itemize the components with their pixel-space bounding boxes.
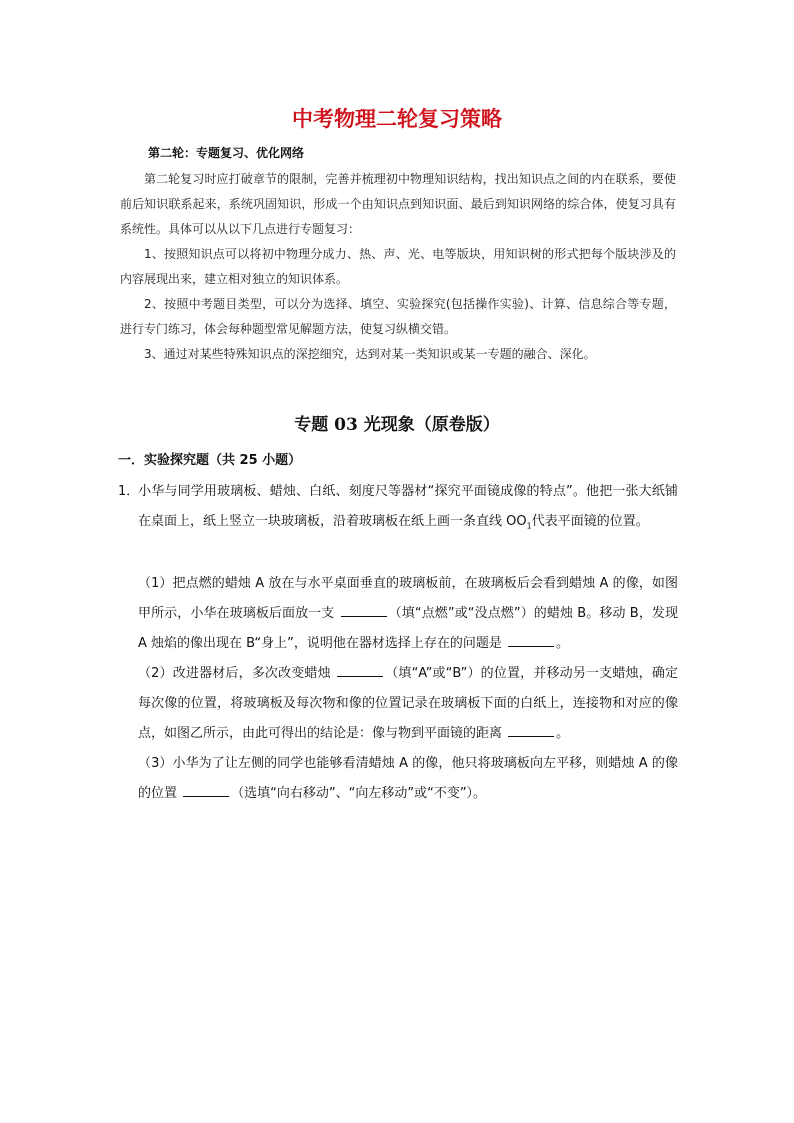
question-stem-text: 小华与同学用玻璃板、蜡烛、白纸、刻度尺等器材“探究平面镜成像的特点”。他把一张大纸铺在桌面上，纸上竖立一块玻璃板，沿着玻璃板在纸上画一条直线 OO bbox=[138, 484, 678, 529]
strategy-paragraph: 第二轮复习时应打破章节的限制，完善并梳理初中物理知识结构，找出知识点之间的内在联系，要使前后知识联系起来，系统巩固知识，形成一个由知识点到知识面、最后到知识网络的综合体，使复习具有系统性。具体可以从以下几点进行专题复习： bbox=[120, 172, 676, 236]
section-heading: 一．实验探究题（共 25 小题） bbox=[118, 453, 302, 468]
strategy-paragraphs bbox=[120, 167, 676, 367]
topic-title: 专题 03 光现象（原卷版） bbox=[294, 415, 500, 435]
question-stem bbox=[118, 477, 678, 542]
document-title: 中考物理二轮复习策略 bbox=[292, 107, 502, 131]
question-number: 1． bbox=[118, 484, 140, 499]
answer-blank[interactable] bbox=[341, 604, 387, 617]
question-1 bbox=[118, 477, 678, 809]
sub-questions bbox=[118, 569, 678, 809]
subscript-1: 1 bbox=[526, 521, 532, 531]
answer-blank[interactable] bbox=[337, 664, 383, 677]
question-stem-text-end: 代表平面镜的位置。 bbox=[531, 514, 649, 529]
review-stage-subheading: 第二轮：专题复习、优化网络 bbox=[148, 146, 305, 160]
answer-blank[interactable] bbox=[508, 634, 554, 647]
answer-blank[interactable] bbox=[508, 724, 554, 737]
answer-blank[interactable] bbox=[183, 784, 229, 797]
sub-question-3: （3）小华为了让左侧的同学也能够看清蜡烛 A 的像，他只将玻璃板向左平移，则蜡烛 A 的像的位置 （选填“向右移动”、“向左移动”或“不变”）。 bbox=[138, 755, 678, 801]
strategy-paragraph: 3、通过对某些特殊知识点的深挖细究，达到对某一类知识或某一专题的融合、深化。 bbox=[144, 347, 596, 361]
strategy-paragraph: 1、按照知识点可以将初中物理分成力、热、声、光、电等版块，用知识树的形式把每个版块涉及的内容展现出来，建立相对独立的知识体系。 bbox=[120, 247, 676, 286]
sub-question-1: （1）把点燃的蜡烛 A 放在与水平桌面垂直的玻璃板前，在玻璃板后会看到蜡烛 A 的像，如图甲所示，小华在玻璃板后面放一支 （填“点燃”或“没点燃”）的蜡烛 B。移动 B，发现 A 烛焰的像出现在 B“身上”，说明他在器材选择上存在的问题是 。 bbox=[138, 575, 678, 651]
sub-question-2: （2）改进器材后，多次改变蜡烛 （填“A”或“B”）的位置，并移动另一支蜡烛，确定每次像的位置，将玻璃板及每次物和像的位置记录在玻璃板下面的白纸上，连接物和对应的像点，如图乙所示，由此可得出的结论是：像与物到平面镜的距离 。 bbox=[138, 665, 679, 741]
strategy-paragraph: 2、按照中考题目类型，可以分为选择、填空、实验探究(包括操作实验)、计算、信息综合等专题，进行专门练习，体会每种题型常见解题方法，使复习纵横交错。 bbox=[120, 297, 676, 336]
